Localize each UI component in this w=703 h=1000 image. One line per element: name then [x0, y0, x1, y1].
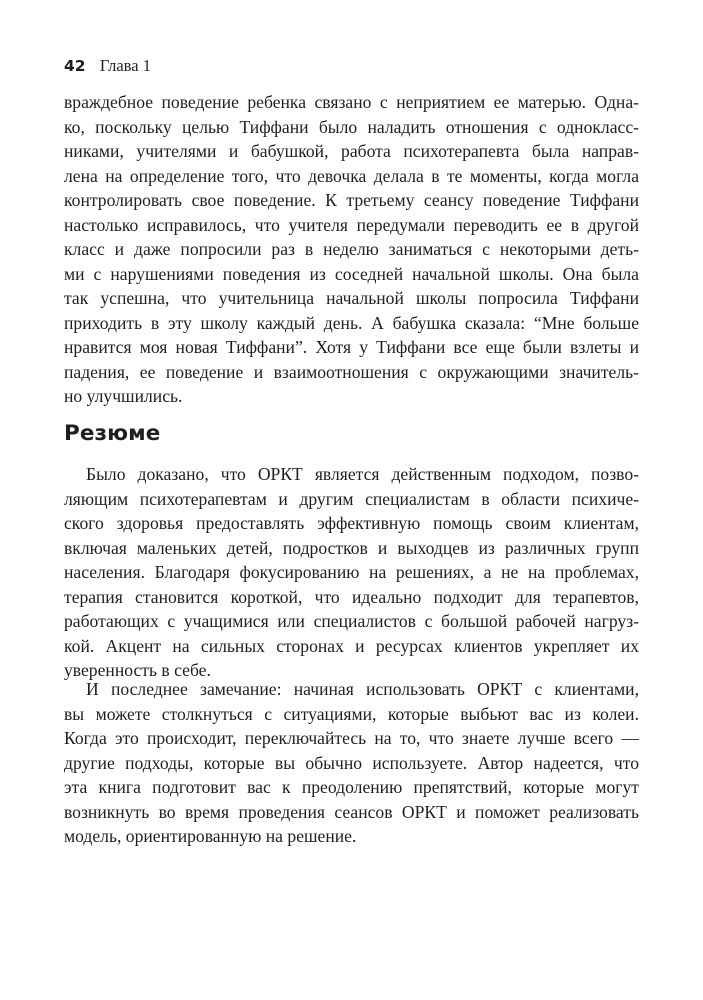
page-number: 42: [64, 57, 86, 75]
text-line: нравится моя новая Тиффани”. Хотя у Тиффани все еще были взлеты и: [64, 337, 639, 357]
text-line: другие подходы, которые вы обычно используете. Автор надеется, что: [64, 752, 639, 773]
text-line: приходить в эту школу каждый день. А бабушка сказала: “Мне больше: [64, 312, 639, 333]
text-line: эта книга подготовит вас к преодолению препятствий, которые могут: [64, 777, 639, 797]
text-line: работающих с учащимися или специалистов с большой рабочей нагруз-: [64, 611, 639, 631]
text-line: ляющим психотерапевтам и другим специалистам в области психиче-: [64, 488, 639, 509]
running-head: [64, 55, 151, 77]
text-line: кой. Акцент на сильных сторонах и ресурсах клиентов укрепляет их: [64, 635, 639, 656]
text-line: настолько исправилось, что учителя передумали переводить ее в другой: [64, 214, 639, 235]
paragraph-continued: [64, 90, 639, 409]
summary-paragraph: [64, 462, 639, 683]
text-line: ко, поскольку целью Тиффани было наладить отношения с однокласс-: [64, 116, 639, 137]
text-line: модель, ориентированную на решение.: [64, 826, 357, 846]
text-line: так успешна, что учительница начальной школы попросила Тиффани: [64, 288, 639, 308]
chapter-label: Глава 1: [99, 56, 151, 75]
text-line: ми с нарушениями поведения из соседней начальной школы. Она была: [64, 263, 639, 284]
text-line: возникнуть во время проведения сеансов ОРКТ и поможет реализовать: [64, 801, 639, 822]
text-line: контролировать свое поведение. К третьему сеансу поведение Тиффани: [64, 190, 639, 210]
text-line: включая маленьких детей, подростков и выходцев из различных групп: [64, 537, 639, 558]
text-line: Когда это происходит, переключайтесь на то, что знаете лучше всего —: [64, 728, 639, 748]
text-line: но улучшились.: [64, 386, 183, 406]
text-line: класс и даже попросили раз в неделю заниматься с некоторыми деть-: [64, 239, 639, 259]
text-line: Было доказано, что ОРКТ является действенным подходом, позво-: [86, 464, 639, 484]
text-line: терапия становится короткой, что идеально подходит для терапевтов,: [64, 586, 639, 607]
text-line: враждебное поведение ребенка связано с неприятием ее матерью. Одна-: [64, 92, 639, 112]
text-line: никами, учителями и бабушкой, работа психотерапевта была направ-: [64, 141, 639, 161]
section-heading: Резюме: [64, 421, 161, 446]
final-remark-paragraph: [64, 677, 639, 849]
text-line: И последнее замечание: начиная использовать ОРКТ с клиентами,: [86, 679, 639, 699]
text-line: ского здоровья предоставлять эффективную помощь своим клиентам,: [64, 513, 639, 533]
book-page: [64, 0, 639, 1000]
text-line: населения. Благодаря фокусированию на решениях, а не на проблемах,: [64, 562, 639, 582]
text-line: уверенность в себе.: [64, 660, 211, 680]
text-line: вы можете столкнуться с ситуациями, которые выбьют вас из колеи.: [64, 703, 639, 724]
text-line: лена на определение того, что девочка делала в те моменты, когда могла: [64, 165, 639, 186]
text-line: падения, ее поведение и взаимоотношения с окружающими значитель-: [64, 361, 639, 382]
